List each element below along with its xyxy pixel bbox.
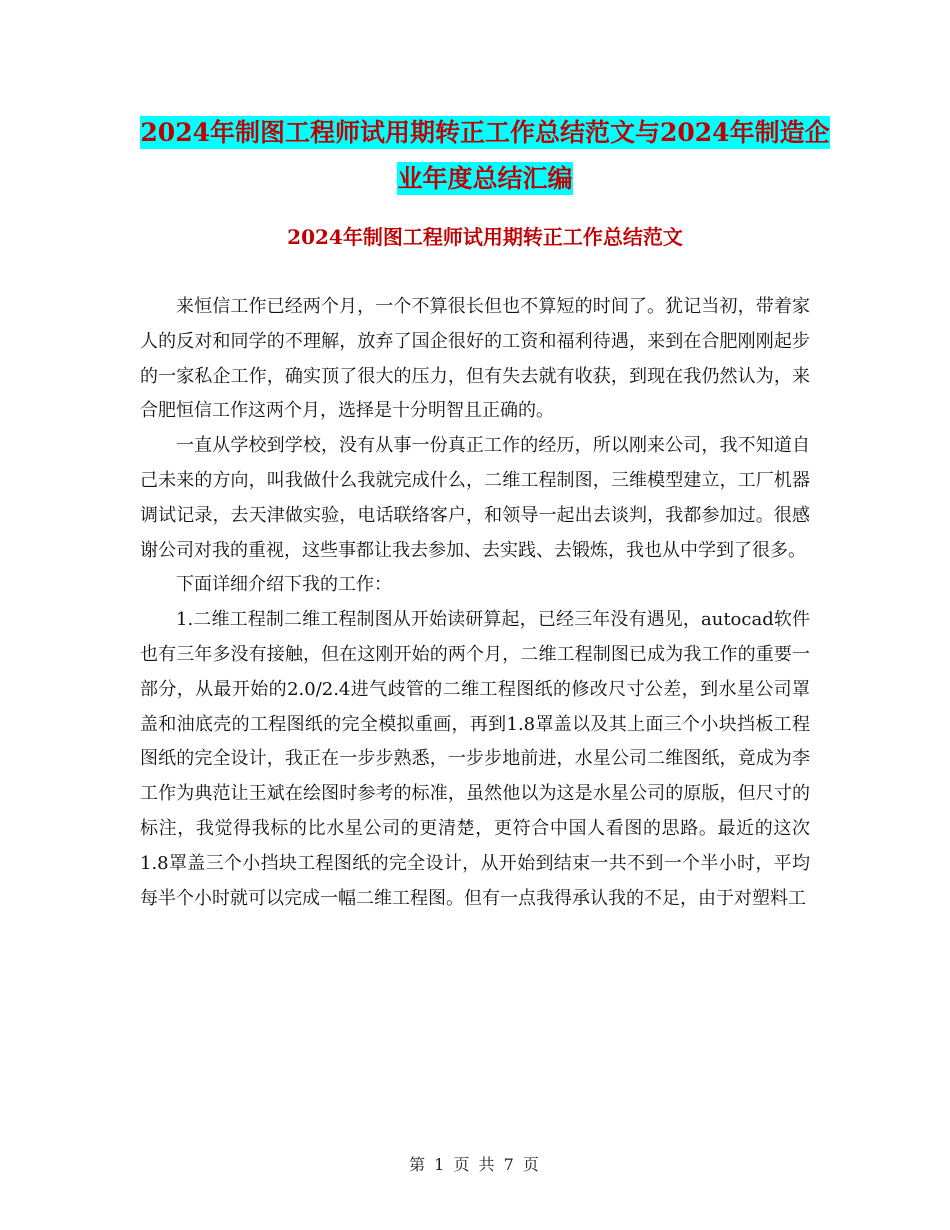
paragraph: 来恒信工作已经两个月，一个不算很长但也不算短的时间了。犹记当初，带着家人的反对和同学的不理解，放弃了国企很好的工资和福利待遇，来到在合肥刚刚起步的一家私企工作，确实顶了很大的压力，但有失去就有收获，到现在我仍然认为，来合肥恒信工作这两个月，选择是十分明智且正确的。 [140,296,810,422]
document-title-text: 2024年制图工程师试用期转正工作总结范文与2024年制造企业年度总结汇编 [140,118,830,193]
paragraph: 下面详细介绍下我的工作： [176,574,392,596]
document-title [140,110,830,202]
paragraph: 一直从学校到学校，没有从事一份真正工作的经历，所以刚来公司，我不知道自己未来的方向，叫我做什么我就完成什么，二维工程制图，三维模型建立，工厂机器调试记录，去天津做实验，电话联络客户，和领导一起出去谈判，我都参加过。很感谢公司对我的重视，这些事都让我去参加、去实践、去锻炼，我也从中学到了很多。 [140,435,810,561]
page-footer: 第 1 页 共 7 页 [409,1155,541,1174]
document-body [140,290,810,916]
paragraph: 1.二维工程制二维工程制图从开始读研算起，已经三年没有遇见，autocad软件也有三年多没有接触，但在这刚开始的两个月，二维工程制图已成为我工作的重要一部分，从最开始的2.0/2.4进气歧管的二维工程图纸的修改尺寸公差，到水星公司罩盖和油底壳的工程图纸的完全模拟重画，再到1.8罩盖以及其上面三个小块挡板工程图纸的完全设计，我正在一步步熟悉，一步步地前进，水星公司二维图纸，竟成为李工作为典范让王斌在绘图时参考的标准，虽然他以为这是水星公司的原版，但尺寸的标注，我觉得我标的比水星公司的更清楚，更符合中国人看图的思路。最近的这次1.8罩盖三个小挡块工程图纸的完全设计，从开始到结束一共不到一个半小时，平均每半个小时就可以完成一幅二维工程图。但有一点我得承认我的不足，由于对塑料工 [140,609,810,909]
section-title: 2024年制图工程师试用期转正工作总结范文 [287,225,683,249]
